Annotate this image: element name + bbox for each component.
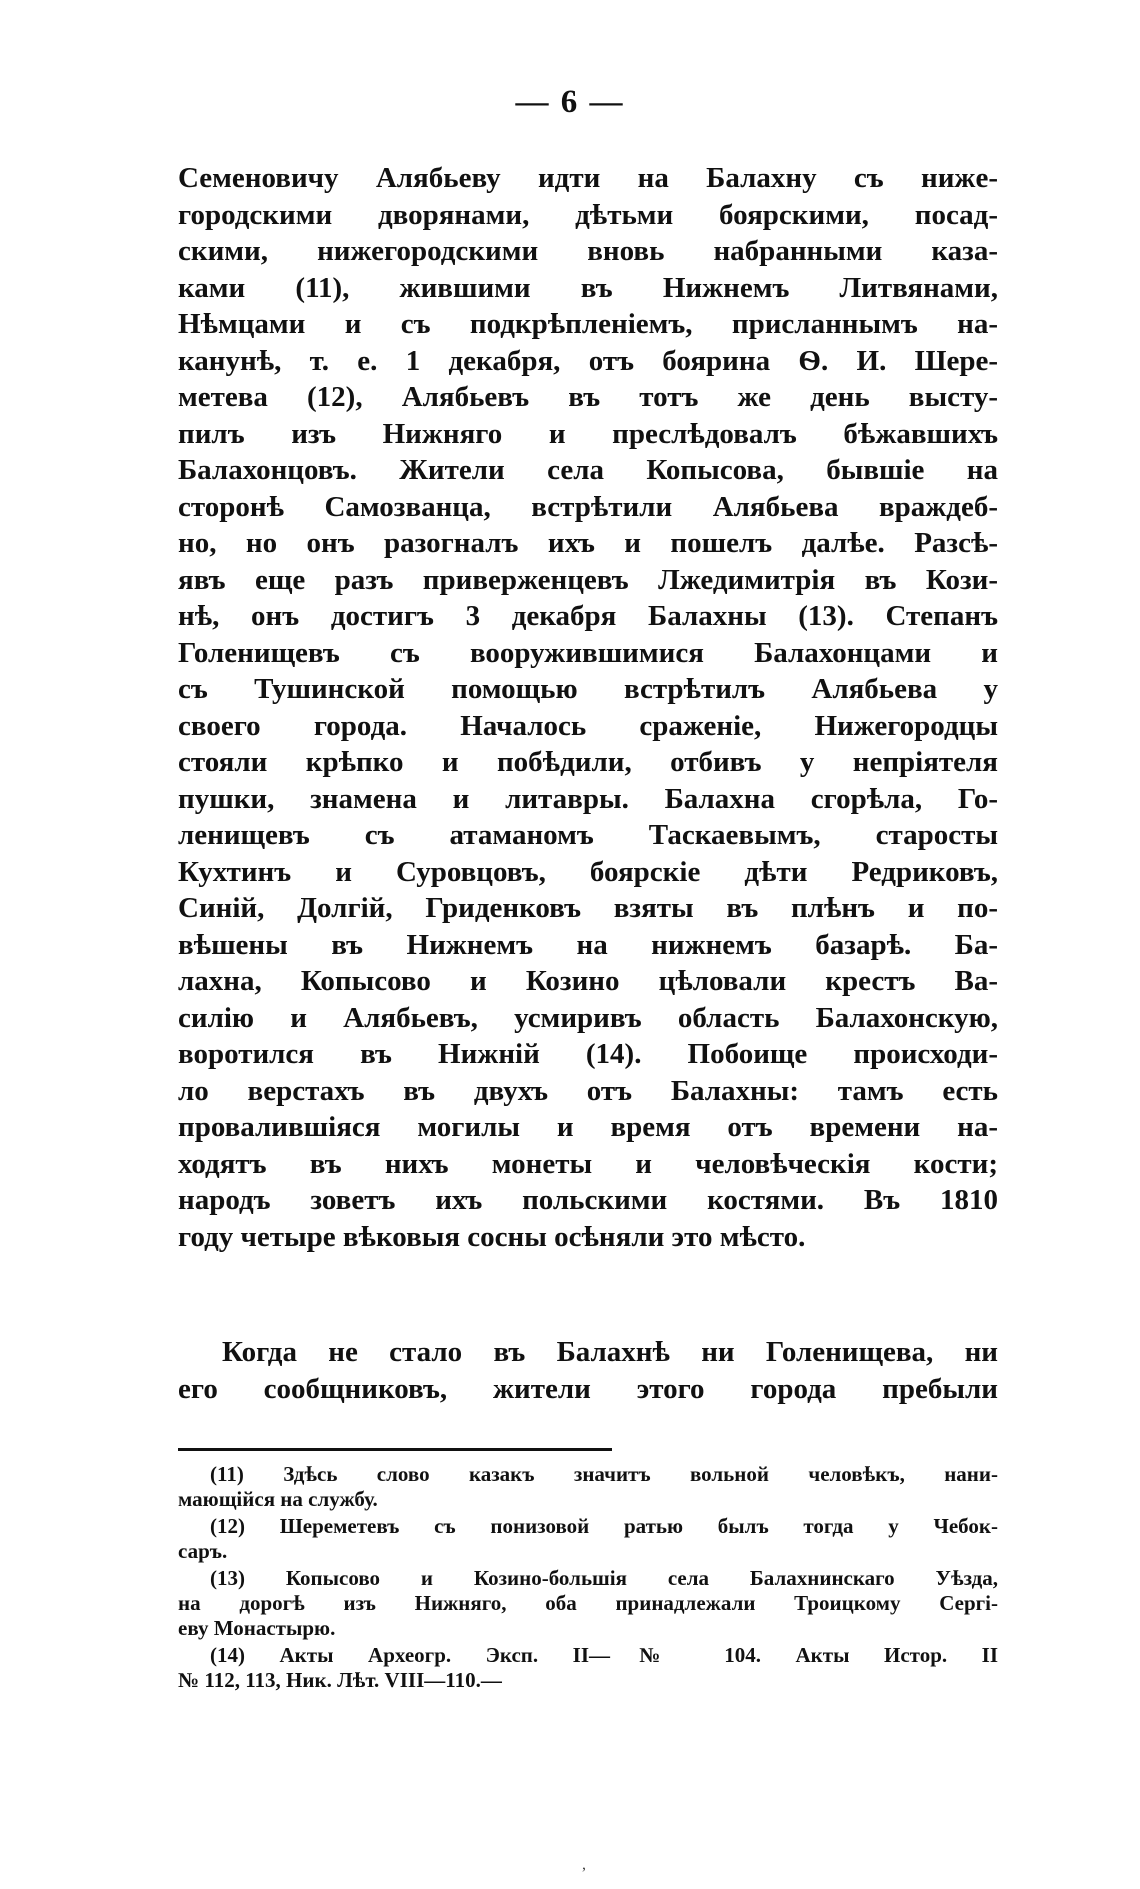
text-line: пилъ изъ Нижняго и преслѣдовалъ бѣжавшихъ — [178, 417, 998, 450]
text-line: нѣ, онъ достигъ 3 декабря Балахны (13). Степанъ — [178, 600, 998, 632]
footnote-14 — [178, 1643, 998, 1693]
page-number: — 6 — — [515, 84, 625, 120]
footnote-line: (12) Шереметевъ съ понизовой ратью былъ тогда у Чебок- — [210, 1514, 998, 1538]
text-line: Синій, Долгій, Гриденковъ взяты въ плѣнъ и по- — [178, 892, 998, 924]
text-line: скими, нижегородскими вновь набранными каза- — [178, 235, 998, 267]
text-line: ленищевъ съ атаманомъ Таскаевымъ, старосты — [178, 819, 998, 851]
text-line: городскими дворянами, дѣтьми боярскими, посад- — [178, 198, 998, 231]
text-line: съ Тушинской помощью встрѣтилъ Алябьева у — [178, 673, 998, 705]
text-line: Нѣмцами и съ подкрѣпленіемъ, присланнымъ на- — [178, 308, 998, 340]
main-paragraph — [178, 160, 998, 1255]
text-line: ло верстахъ въ двухъ отъ Балахны: тамъ есть — [178, 1074, 998, 1107]
text-line: его сообщниковъ, жители этого города пребыли — [178, 1372, 998, 1405]
text-line: но, но онъ разогналъ ихъ и пошелъ далѣе. Разсѣ- — [178, 527, 998, 559]
text-line: Балахонцовъ. Жители села Копысова, бывшіе на — [178, 454, 998, 486]
text-line: канунѣ, т. е. 1 декабря, отъ боярина Ѳ. И. Шере- — [178, 344, 998, 377]
text-line: стояли крѣпко и побѣдили, отбивъ у непріятеля — [178, 746, 998, 778]
footnote-line: (14) Акты Археогр. Эксп. II—№ 104. Акты Истор. II — [210, 1643, 998, 1667]
text-line: году четыре вѣковыя сосны осѣняли это мѣсто. — [178, 1220, 806, 1253]
text-line: Когда не стало въ Балахнѣ ни Голенищева, ни — [222, 1336, 998, 1368]
footnote-line: на дорогѣ изъ Нижняго, оба принадлежали Троицкому Сергі- — [178, 1591, 998, 1615]
text-line: вѣшены въ Нижнемъ на нижнемъ базарѣ. Ба- — [178, 928, 998, 961]
footnote-line: № 112, 113, Ник. Лѣт. VIII—110.— — [178, 1668, 502, 1692]
text-line: сторонѣ Самозванца, встрѣтили Алябьева враждеб- — [178, 490, 998, 523]
footnote-line: саръ. — [178, 1539, 228, 1563]
footnote-line: (13) Копысово и Козино-большія села Балахнинскаго Уѣзда, — [210, 1566, 998, 1590]
text-line: метева (12), Алябьевъ въ тотъ же день высту- — [178, 381, 998, 413]
text-line: своего города. Началось сраженіе, Нижегородцы — [178, 709, 998, 742]
footnote-12 — [178, 1514, 998, 1564]
text-line: ходятъ въ нихъ монеты и человѣческія кости; — [178, 1147, 998, 1180]
text-line: лахна, Копысово и Козино цѣловали крестъ Ва- — [178, 965, 998, 997]
footnote-13 — [178, 1566, 998, 1641]
text-line: народъ зоветъ ихъ польскими костями. Въ 1810 — [178, 1184, 998, 1216]
footnote-line: еву Монастырю. — [178, 1616, 336, 1640]
text-line: ками (11), жившими въ Нижнемъ Литвянами, — [178, 271, 998, 304]
text-line: Кухтинъ и Суровцовъ, боярскіе дѣти Редриковъ, — [178, 855, 998, 888]
text-line: Голенищевъ съ вооружившимися Балахонцами и — [178, 636, 998, 669]
text-line: силію и Алябьевъ, усмиривъ область Балахонскую, — [178, 1001, 998, 1034]
footnotes — [178, 1462, 998, 1695]
scan-artifact-mark: , — [582, 1856, 586, 1873]
text-line: Семеновичу Алябьеву идти на Балахну съ нижe- — [178, 162, 998, 194]
text-line: пушки, знамена и литавры. Балахна сгорѣла, Го- — [178, 782, 998, 815]
text-line: явъ еще разъ приверженцевъ Лжедимитрія въ Кози- — [178, 563, 998, 596]
footnote-11 — [178, 1462, 998, 1512]
text-line: воротился въ Нижній (14). Побоище происходи- — [178, 1038, 998, 1070]
text-line: провалившіяся могилы и время отъ времени на- — [178, 1111, 998, 1143]
second-paragraph — [178, 1334, 998, 1407]
footnote-line: (11) Здѣсь слово казакъ значитъ вольной человѣкъ, нани- — [210, 1462, 998, 1486]
footnote-line: мающійся на службу. — [178, 1487, 378, 1511]
footnote-divider — [178, 1448, 612, 1451]
